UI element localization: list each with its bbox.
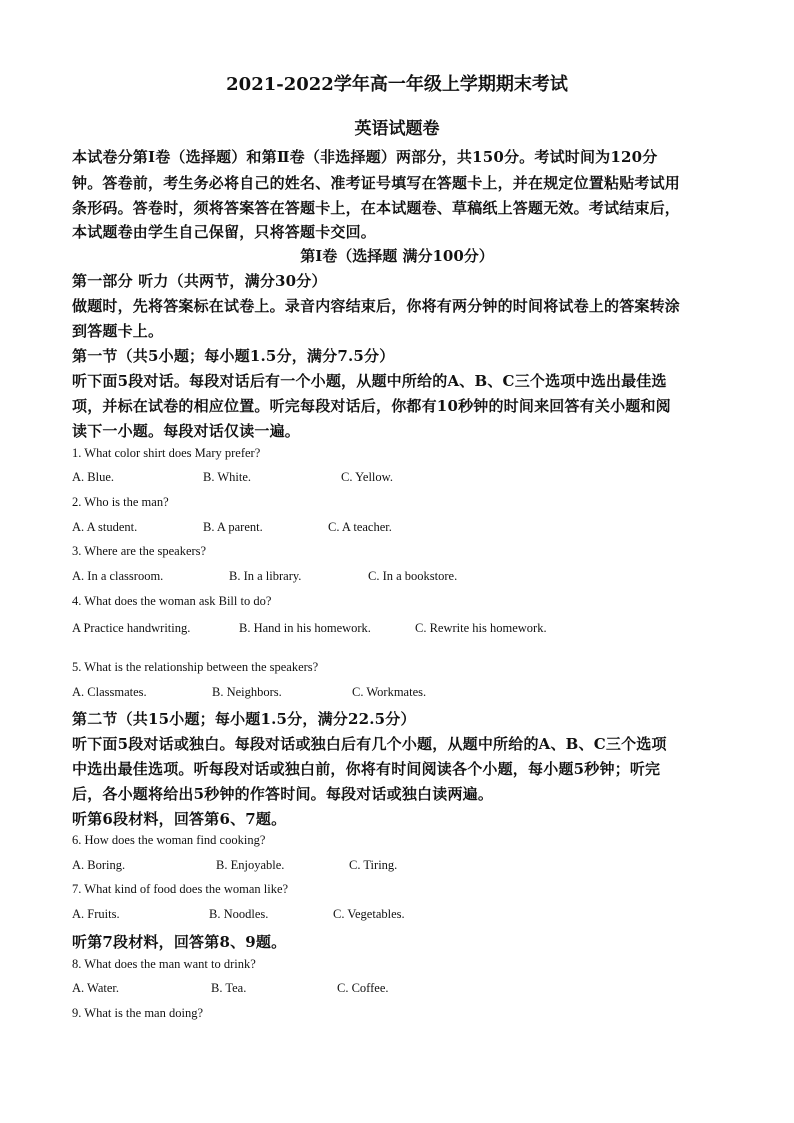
question-stem: 1. What color shirt does Mary prefer? — [72, 446, 261, 460]
question-stem: 8. What does the man want to drink? — [72, 957, 256, 971]
option-b: B. In a library. — [229, 569, 302, 583]
question-stem: 3. Where are the speakers? — [72, 544, 207, 558]
question-stem: 9. What is the man doing? — [72, 1006, 203, 1020]
question-stem: 6. How does the woman find cooking? — [72, 833, 266, 847]
option-b: B. Tea. — [211, 981, 247, 995]
option-c: C. Vegetables. — [333, 907, 405, 921]
option-c: C. Rewrite his homework. — [415, 621, 547, 635]
material-heading: 听第7段材料，回答第8、9题。 — [72, 933, 287, 951]
option-b: B. Neighbors. — [212, 685, 282, 699]
option-b: B. White. — [203, 470, 252, 484]
option-c: C. In a bookstore. — [368, 569, 458, 583]
option-a: A. A student. — [72, 520, 138, 534]
part1-instruction: 做题时，先将答案标在试卷上。录音内容结束后，你将有两分钟的时间将试卷上的答案转涂 — [72, 297, 681, 315]
section1-heading: 第一节（共5小题；每小题1.5分，满分7.5分） — [72, 347, 395, 365]
material-heading: 听第6段材料，回答第6、7题。 — [72, 810, 287, 828]
option-b: B. A parent. — [203, 520, 263, 534]
section1-instruction: 听下面5段对话。每段对话后有一个小题，从题中所给的A、B、C三个选项中选出最佳选 — [72, 372, 667, 390]
question-stem: 4. What does the woman ask Bill to do? — [72, 594, 272, 608]
option-c: C. A teacher. — [328, 520, 392, 534]
option-b: B. Enjoyable. — [216, 858, 285, 872]
option-a: A. In a classroom. — [72, 569, 164, 583]
intro-line: 条形码。答卷时，须将答案答在答题卡上，在本试题卷、草稿纸上答题无效。考试结束后， — [72, 199, 681, 217]
question-stem: 5. What is the relationship between the speakers? — [72, 660, 319, 674]
section1-instruction: 读下一小题。每段对话仅读一遍。 — [72, 422, 301, 440]
intro-line: 钟。答卷前，考生务必将自己的姓名、准考证号填写在答题卡上，并在规定位置粘贴考试用 — [72, 174, 681, 192]
intro-line: 本试卷分第Ⅰ卷（选择题）和第Ⅱ卷（非选择题）两部分，共150分。考试时间为120分 — [72, 148, 658, 166]
section2-heading: 第二节（共15小题；每小题1.5分，满分22.5分） — [72, 710, 416, 728]
option-c: C. Yellow. — [341, 470, 393, 484]
section2-instruction: 中选出最佳选项。听每段对话或独白前，你将有时间阅读各个小题，每小题5秒钟；听完 — [72, 760, 661, 778]
option-b: B. Noodles. — [209, 907, 269, 921]
section2-instruction: 后，各小题将给出5秒钟的作答时间。每段对话或独白读两遍。 — [72, 785, 494, 803]
option-a: A. Fruits. — [72, 907, 120, 921]
section2-instruction: 听下面5段对话或独白。每段对话或独白后有几个小题，从题中所给的A、B、C三个选项 — [72, 735, 667, 753]
option-b: B. Hand in his homework. — [239, 621, 371, 635]
option-a: A. Blue. — [72, 470, 115, 484]
option-c: C. Coffee. — [337, 981, 389, 995]
part1-heading: 第一部分 听力（共两节，满分30分） — [72, 272, 327, 290]
option-a: A. Water. — [72, 981, 120, 995]
exam-title: 2021-2022学年高一年级上学期期末考试 — [226, 74, 568, 95]
question-stem: 7. What kind of food does the woman like? — [72, 882, 289, 896]
option-a: A Practice handwriting. — [72, 621, 191, 635]
option-a: A. Classmates. — [72, 685, 147, 699]
question-stem: 2. Who is the man? — [72, 495, 169, 509]
option-c: C. Workmates. — [352, 685, 427, 699]
section1-instruction: 项，并标在试卷的相应位置。听完每段对话后，你都有10秒钟的时间来回答有关小题和阅 — [72, 397, 671, 415]
part1-instruction: 到答题卡上。 — [72, 322, 164, 340]
volume-title: 第Ⅰ卷（选择题 满分100分） — [300, 247, 494, 265]
option-c: C. Tiring. — [349, 858, 398, 872]
option-a: A. Boring. — [72, 858, 126, 872]
intro-line: 本试题卷由学生自己保留，只将答题卡交回。 — [72, 223, 377, 241]
exam-subtitle: 英语试题卷 — [354, 119, 440, 139]
